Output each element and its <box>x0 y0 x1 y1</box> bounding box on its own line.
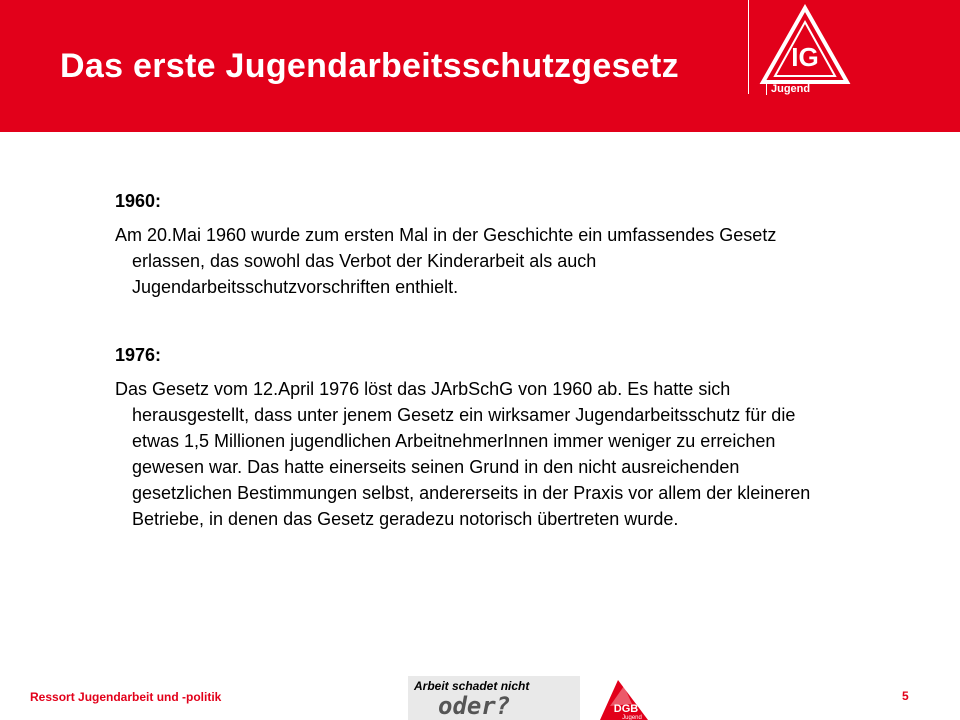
logo-subtitle: Jugend <box>766 83 810 95</box>
section-text: Das Gesetz vom 12.April 1976 löst das JArbSchG von 1960 ab. Es hatte sich herausgestellt, dass unter jenem Gesetz ein wirksamer Jugendarbeitsschutz für die etwas 1,5 Millionen jugendlichen ArbeitnehmerInnen immer weniger zu erreichen gewesen war. Das hatte einerseits seinen Grund in den nicht ausreichenden gesetzlichen Bestimmungen selbst, andererseits in der Praxis vor allem der kleineren Betriebe, in denen das Gesetz geradezu notorisch übertreten wurde. <box>115 379 811 529</box>
page-number: 5 <box>902 689 909 703</box>
main-content <box>115 188 835 532</box>
slogan-top-text: Arbeit schadet nicht <box>414 679 530 693</box>
logo-text: IG <box>791 42 819 72</box>
header-bar <box>0 0 960 132</box>
dgb-logo-icon <box>596 676 652 720</box>
dgb-text: DGB <box>613 703 639 715</box>
dgb-sub-text: Jugend <box>622 715 642 720</box>
slogan-bottom-text: oder? <box>438 692 511 720</box>
ig-triangle-icon <box>759 4 851 88</box>
section-year: 1960: <box>115 191 162 211</box>
ig-logo <box>748 0 861 94</box>
section-text: Am 20.Mai 1960 wurde zum ersten Mal in der Geschichte ein umfassendes Gesetz erlassen, das sowohl das Verbot der Kinderarbeit als auch Jugendarbeitsschutzvorschriften enthielt. <box>115 225 777 297</box>
page-title: Das erste Jugendarbeitsschutzgesetz <box>60 47 679 85</box>
section-year: 1976: <box>115 345 162 365</box>
footer-department: Ressort Jugendarbeit und -politik <box>30 690 222 704</box>
slogan-banner <box>408 676 580 720</box>
